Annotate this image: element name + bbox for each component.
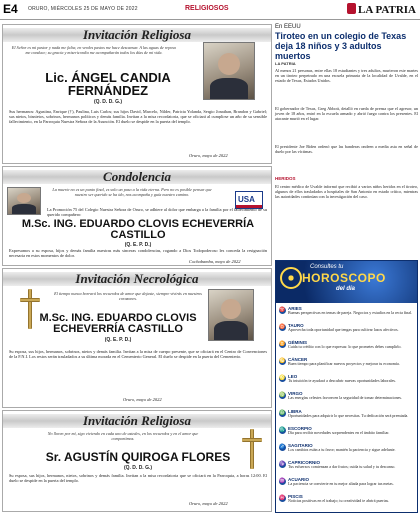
scorpio-icon: ♏ [279, 426, 286, 433]
news-paragraph: El presidente Joe Biden ordenó que las banderas ondeen a media asta en señal de duelo por las víctimas. [275, 144, 418, 154]
aries-icon: ♈ [279, 307, 286, 313]
zodiac-wheel-icon [280, 267, 302, 289]
notice-body: Sus hermanos: Agustina, Enrique (†), Paulina, Luis Carlos; sus hijos David, Marcelo, Nilder, Patricia Yolanda, Sergio Jonathan, Brandon y Gabriel; sus nietos, bisnietos, sobrinos, hermanos políticos y demás familia. Invitan a la misa recordatoria, que se oficiará al cumplirse un año de su sensible fallecimiento, en la Parroquia Nuestra Señora de la Asunción. El duelo se despide en la puerta del templo. [9, 109, 267, 124]
horoscope-subtitle: Consultes tu [310, 264, 344, 270]
capricorn-icon: ♑ [279, 460, 286, 467]
sign-text: Las energías celestes favorecen la seguridad de tomar determinaciones. [288, 396, 402, 401]
portrait-photo [7, 187, 41, 215]
section-title: RELIGIOSOS [185, 5, 229, 12]
sign-text: Buenas perspectivas en temas de pareja. Negocios y estudios en la recta final. [288, 311, 413, 315]
qep-label: (Q. E. P. D.) [104, 337, 132, 343]
notice-card [2, 166, 272, 266]
notice-body: Su esposa, sus hijos, hermanos, sobrinos, nietos y demás familia. Invitan a la misa de cuerpo presente, que se oficiará en el Centro de Convenciones de la F.N.I. Los restos serán trasladados a su última morada en el Cementerio General. El duelo se despide en la puerta del Cementerio. [9, 349, 267, 359]
qdd-label: (Q. D. D. G.) [93, 99, 123, 105]
news-paragraph: El gobernador de Texas, Greg Abbott, detalló en rueda de prensa que el agresor, un joven de 18 años, entró en la escuela armado y abrió fuego contra los presentes. El atacante murió en el lugar. [275, 106, 418, 121]
sign-name: LIBRA [288, 408, 302, 414]
sign-entry [279, 477, 416, 494]
pisces-icon: ♓ [279, 495, 286, 502]
sign-name: TAURO [288, 323, 304, 329]
title-band [3, 28, 271, 42]
sign-text: Los cambios están a tu favor; mantén la paciencia y sigue adelante. [288, 447, 396, 452]
page-date: ORURO, MIÉRCOLES 25 DE MAYO DE 2022 [28, 6, 138, 12]
notice-signature: Cochabamba, mayo de 2022 [189, 259, 241, 264]
sign-entry [279, 357, 416, 374]
sign-entry [279, 306, 416, 323]
cancer-icon: ♋ [279, 358, 286, 365]
notice-card [2, 268, 272, 408]
sign-entry [279, 374, 416, 391]
sign-entry [279, 340, 416, 357]
sign-name: GÉMINIS [288, 340, 308, 346]
notice-title: Invitación Religiosa [83, 413, 191, 428]
page-header [0, 0, 420, 20]
sign-name: ESCORPIO [288, 425, 312, 431]
epigraph: La muerte no es un punto final, es solo un paso a la vida eterna. Pero no es posible pensar que nuestro ser querido se ha ido, nos acompaña y guía nuestro camino. [52, 187, 212, 197]
notice-signature: Oruro, mayo de 2022 [123, 397, 162, 402]
deceased-name: Lic. ÁNGEL CANDIA FERNÁNDEZ [45, 70, 171, 98]
news-paragraph: El centro médico de Uvalde informó que recibió a varios niños heridos en el tiroteo, algunos de ellos trasladados a hospitales de San Antonio en estado crítico, mientras las autoridades continúan con la investigación del caso. [275, 184, 418, 199]
sign-text: Buen tiempo para planificar nuevos proyectos y mejorar tu economía. [288, 362, 400, 367]
notice-title: Invitación Religiosa [83, 27, 191, 42]
epigraph: El tiempo nunca borrará los recuerdos de amor que dejaste, siempre vivirás en nuestros corazones. [54, 291, 202, 301]
title-band [3, 272, 271, 286]
sign-name: CÁNCER [288, 357, 308, 363]
sign-entry [279, 460, 416, 477]
portrait-photo [203, 42, 255, 100]
news-column [275, 24, 418, 513]
sign-name: PISCIS [288, 494, 303, 500]
notice-body: Expresamos a su esposa, hijos y demás familia nuestras más sinceras condolencias, rogando a Dios Todopoderoso les conceda la resignación necesaria en estos momentos de dolor. [9, 248, 267, 258]
notice-signature: Oruro, mayo de 2022 [189, 153, 228, 158]
sign-entry [279, 426, 416, 443]
sagittarius-icon: ♐ [279, 443, 286, 450]
sign-entry [279, 494, 416, 511]
notice-card [2, 24, 272, 164]
deceased-name: M.Sc. ING. EDUARDO CLOVIS ECHEVERRÍA CASTILLO [39, 312, 197, 335]
sign-text: Oportunidades para adquirir lo que necesitas. Tu dedicación será premiada. [288, 413, 409, 418]
portrait-photo [208, 289, 254, 341]
sign-text: La paciencia se convierte en tu mejor aliada para lograr tus metas. [288, 481, 394, 486]
notice-title: Condolencia [103, 169, 171, 184]
horoscope-box [275, 260, 418, 513]
news-subhead: HERIDOS [275, 176, 296, 181]
sign-entry [279, 323, 416, 340]
virgo-icon: ♍ [279, 392, 286, 399]
notice-intro: La Promoción 75 del Colegio Nuestra Señora de Oruro, se adhiere al dolor que embarga a la familia por el fallecimiento de su querido compañero: [47, 207, 267, 217]
qep-label: (Q. E. P. D.) [124, 242, 152, 248]
epigraph: El Señor es mi pastor y nada me falta; en verdes pastos me hace descansar. A las aguas de reposo me conduce; su gracia y misericordia me acompañarán todos los días de mi vida. [11, 45, 177, 55]
newspaper-logo: LA PATRIA [347, 3, 416, 16]
news-paragraph: Al menos 21 personas, entre ellas 18 estudiantes y tres adultos, murieron este martes en un tiroteo perpetrado en una escuela primaria de la localidad de Uvalde, en el estado de Texas, Estados Unidos. [275, 68, 418, 83]
leo-icon: ♌ [279, 375, 286, 382]
horoscope-day: del día [336, 286, 356, 292]
deceased-name: M.Sc. ING. EDUARDO CLOVIS ECHEVERRÍA CASTILLO [21, 218, 255, 241]
sign-text: Tus esfuerzos comienzan a dar frutos; cuida tu salud y tu descanso. [288, 464, 396, 469]
horoscope-title: HOROSCOPO [302, 271, 386, 285]
notice-signature: Oruro, mayo de 2022 [189, 501, 228, 506]
sign-entry [279, 409, 416, 426]
notice-title: Invitación Necrológica [75, 271, 199, 286]
title-band [3, 170, 271, 184]
sign-name: SAGITARIO [288, 442, 313, 448]
notice-body: Su esposa, sus hijos, hermanos, nietos, sobrinos y demás familia. Invitan a la misa recordatoria que se oficiará en la Parroquia, a horas 12:00. El duelo se despide en la puerta del templo. [9, 473, 267, 483]
title-band [3, 414, 271, 428]
news-kicker: En EEUU [275, 24, 301, 30]
sign-text: Tu intuición te ayudará a descubrir nuevas oportunidades laborales. [288, 379, 396, 384]
crest-icon [347, 3, 356, 14]
obituaries-column [2, 24, 272, 513]
news-headline: Tiroteo en un colegio de Texas deja 18 niños y 3 adultos muertos [275, 31, 407, 61]
news-credit: LA PATRIA [275, 61, 296, 66]
sign-name: VIRGO [288, 391, 303, 397]
sign-text: Aprovecha toda oportunidad que tengas para cultivar lazos afectivos. [288, 328, 399, 333]
sign-name: CAPRICORNIO [288, 459, 321, 465]
usa-logo: USA [235, 191, 263, 209]
sign-entry [279, 443, 416, 460]
horoscope-banner [276, 261, 417, 303]
epigraph: No lloren por mí, sigo viviendo en cada uno de ustedes, en los recuerdos y en el amor que compartimos. [47, 431, 199, 441]
deceased-name: Sr. AGUSTÍN QUIROGA FLORES [45, 450, 231, 464]
sign-text: Noticias positivas en el trabajo; tu creatividad te abrirá puertas. [288, 499, 390, 504]
sign-entry [279, 391, 416, 408]
gemini-icon: ♊ [279, 341, 286, 348]
sign-name: LEO [288, 374, 298, 380]
page-number: E4 [3, 2, 18, 16]
qdd-label: (Q. D. D. G.) [123, 465, 153, 471]
sign-text: Día para recibir novedades sorprendentes en el ámbito familiar. [288, 430, 390, 435]
notice-card [2, 410, 272, 512]
libra-icon: ♎ [279, 409, 286, 416]
sign-text: Cuida tu crédito con lo que expresas: lo que prometes debes cumplirlo. [288, 345, 402, 350]
aquarius-icon: ♒ [279, 477, 286, 484]
taurus-icon: ♉ [279, 324, 286, 331]
sign-name: ARIES [288, 306, 302, 311]
sign-name: ACUARIO [288, 476, 309, 482]
horoscope-signs [279, 306, 416, 511]
